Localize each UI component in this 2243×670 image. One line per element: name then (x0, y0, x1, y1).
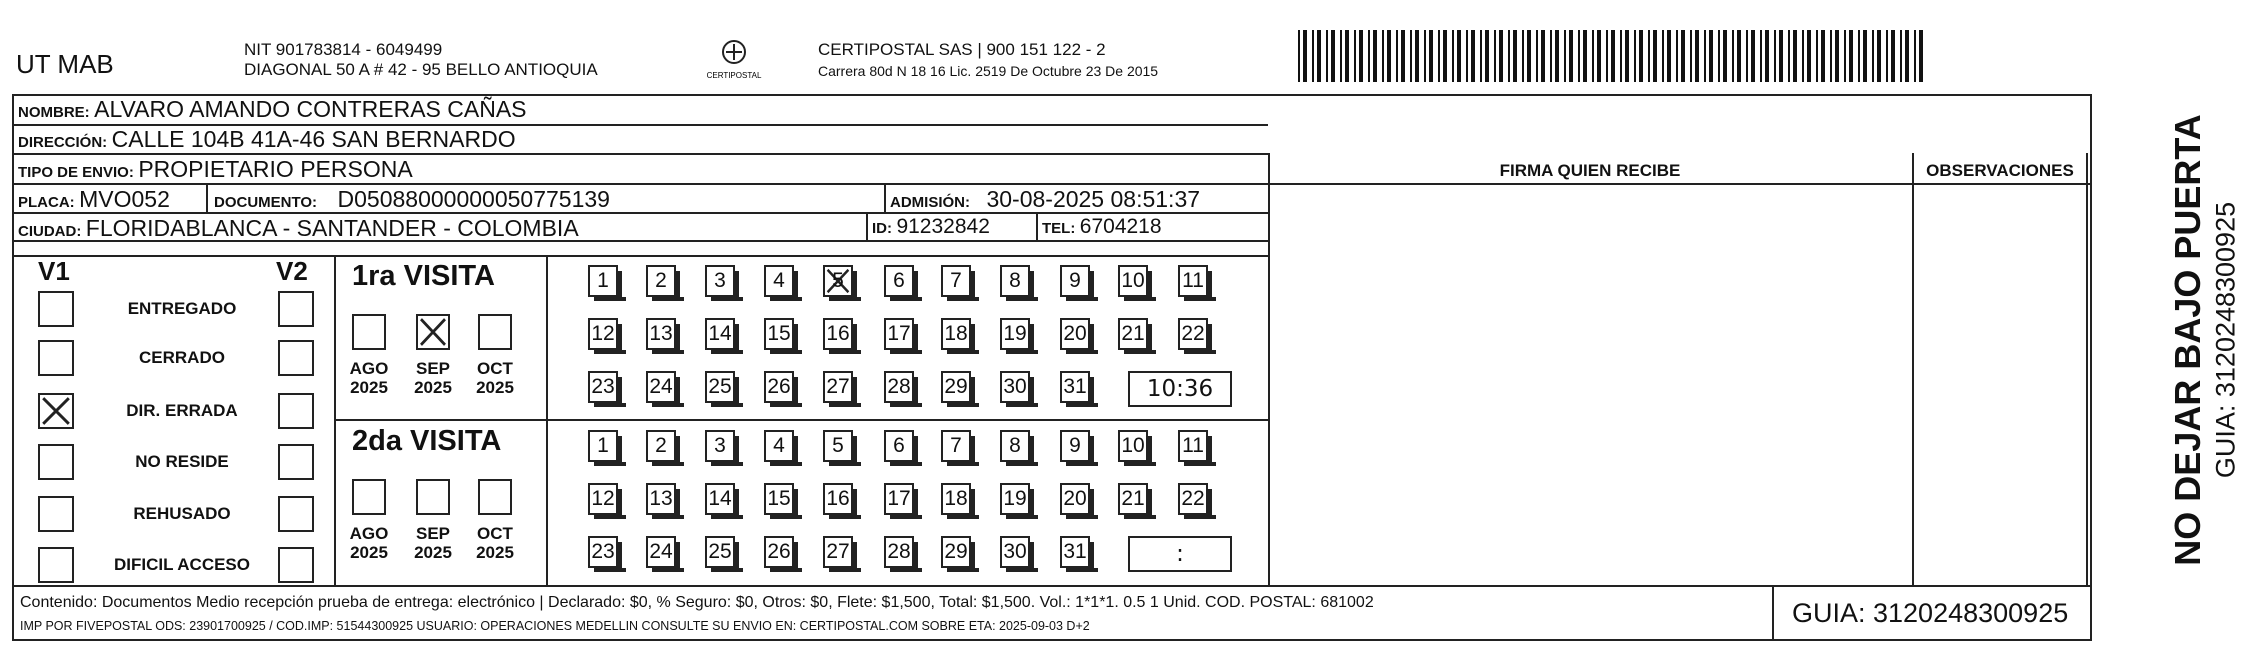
barcode-bar (1611, 30, 1615, 82)
barcode-bar (1676, 30, 1678, 82)
day-box[interactable] (646, 483, 676, 515)
barcode-bar (1466, 30, 1468, 82)
barcode-bar (1821, 30, 1825, 82)
day-number: 23 (591, 540, 615, 563)
day-box[interactable] (823, 483, 853, 515)
day-box[interactable] (1060, 483, 1090, 515)
day-number: 15 (767, 322, 791, 345)
day-box[interactable] (941, 371, 971, 403)
observaciones-label: OBSERVACIONES (1926, 161, 2074, 180)
status-reason-label: NO RESIDE (135, 452, 229, 471)
barcode-bar (1919, 30, 1923, 82)
barcode-bar (1569, 30, 1573, 82)
day-box[interactable] (884, 430, 914, 462)
day-number: 6 (893, 269, 905, 292)
day-number: 20 (1063, 322, 1087, 345)
barcode-bar (1788, 30, 1790, 82)
barcode-bar (1480, 30, 1482, 82)
day-number: 25 (708, 375, 732, 398)
barcode-bar (1368, 30, 1370, 82)
barcode-bar (1760, 30, 1762, 82)
day-number: 2 (655, 434, 667, 457)
barcode-bar (1298, 30, 1300, 82)
day-box[interactable] (941, 536, 971, 568)
barcode-bar (1564, 30, 1566, 82)
day-number: 5 (832, 269, 844, 292)
day-number: 16 (826, 487, 850, 510)
day-box[interactable] (1118, 265, 1148, 297)
day-box[interactable] (1060, 430, 1090, 462)
id-value: 91232842 (896, 215, 990, 238)
admision-value: 30-08-2025 08:51:37 (986, 186, 1201, 212)
day-number: 4 (773, 269, 785, 292)
footer-guia: GUIA: 3120248300925 (1792, 598, 2069, 628)
day-box[interactable] (884, 371, 914, 403)
direccion-row (18, 126, 516, 153)
footer-line-1: Contenido: Documentos Medio recepción prueba de entrega: electrónico | Declarado: $0, % Seguro: $0, Otros: $0, Flete: $1,500, Total: $1,500. Vol.: 1*1*1. 0.5 1 Unid. COD. POSTAL: 681002 (20, 594, 1374, 611)
barcode-bar (1527, 30, 1531, 82)
barcode-bar (1317, 30, 1321, 82)
admision-label: ADMISIÓN: (890, 194, 970, 211)
barcode-bar (1452, 30, 1454, 82)
barcode-bar (1914, 30, 1916, 82)
day-number: 1 (597, 434, 609, 457)
documento-label: DOCUMENTO: (214, 194, 318, 211)
barcode-bar (1723, 30, 1727, 82)
barcode-bar (1816, 30, 1818, 82)
day-box[interactable] (1000, 318, 1030, 350)
day-number: 10 (1121, 269, 1145, 292)
id-label: ID: (872, 220, 892, 237)
status-reason-label: REHUSADO (133, 504, 231, 523)
direccion-value: CALLE 104B 41A-46 SAN BERNARDO (111, 126, 516, 152)
tipo-value: PROPIETARIO PERSONA (138, 156, 413, 182)
barcode-bar (1401, 30, 1405, 82)
day-number: 23 (591, 375, 615, 398)
barcode-bar (1499, 30, 1503, 82)
day-number: 11 (1182, 269, 1204, 292)
barcode-bar (1709, 30, 1713, 82)
day-box[interactable] (1060, 536, 1090, 568)
visit-title: 1ra VISITA (352, 260, 495, 292)
v2-checkbox[interactable] (278, 444, 314, 480)
day-box[interactable] (764, 318, 794, 350)
day-number: 5 (832, 434, 844, 457)
barcode-bar (1807, 30, 1811, 82)
barcode-bar (1471, 30, 1475, 82)
day-number: 30 (1003, 375, 1027, 398)
barcode-bar (1900, 30, 1902, 82)
day-box[interactable] (823, 430, 853, 462)
barcode-bar (1858, 30, 1860, 82)
barcode-bar (1695, 30, 1699, 82)
barcode-bar (1373, 30, 1377, 82)
day-box[interactable] (1000, 430, 1030, 462)
day-box[interactable] (705, 371, 735, 403)
day-number: 14 (708, 322, 732, 345)
barcode-bar (1340, 30, 1342, 82)
day-box[interactable] (1000, 265, 1030, 297)
day-box[interactable] (588, 265, 618, 297)
barcode-bar (1802, 30, 1804, 82)
month-label: SEP 2025 (414, 524, 452, 562)
day-box[interactable] (1178, 265, 1208, 297)
barcode-bar (1681, 30, 1685, 82)
day-number: 30 (1003, 540, 1027, 563)
barcode-bar (1737, 30, 1741, 82)
day-number: 24 (649, 540, 673, 563)
barcode-bar (1634, 30, 1636, 82)
barcode-bar (1751, 30, 1755, 82)
day-box[interactable] (1178, 483, 1208, 515)
status-reason-label: DIR. ERRADA (126, 401, 238, 420)
barcode-bar (1704, 30, 1706, 82)
barcode-bar (1541, 30, 1545, 82)
barcode-bar (1639, 30, 1643, 82)
day-box[interactable] (646, 371, 676, 403)
barcode-bar (1877, 30, 1881, 82)
ciudad-label: CIUDAD: (18, 223, 82, 240)
day-box[interactable] (884, 318, 914, 350)
v2-checkbox[interactable] (278, 393, 314, 429)
tipo-row (18, 156, 413, 183)
month-checkbox[interactable] (352, 314, 386, 350)
v1-checkbox[interactable] (38, 393, 74, 429)
barcode-bar (1863, 30, 1867, 82)
barcode-bar (1718, 30, 1720, 82)
day-box[interactable] (1000, 536, 1030, 568)
firma-label: FIRMA QUIEN RECIBE (1499, 161, 1681, 180)
day-box[interactable] (705, 430, 735, 462)
day-number: 11 (1182, 434, 1204, 457)
barcode-bar (1583, 30, 1587, 82)
day-number: 1 (597, 269, 609, 292)
month-label: OCT 2025 (476, 359, 514, 397)
barcode-bar (1597, 30, 1601, 82)
nombre-label: NOMBRE: (18, 104, 90, 121)
barcode-bar (1891, 30, 1895, 82)
barcode-bar (1438, 30, 1440, 82)
barcode-bar (1886, 30, 1888, 82)
placa-value: MVO052 (79, 186, 170, 212)
visit-title: 2da VISITA (352, 425, 502, 457)
direccion-label: DIRECCIÓN: (18, 134, 108, 151)
ciudad-row (18, 215, 579, 242)
barcode-bar (1606, 30, 1608, 82)
day-number: 19 (1003, 487, 1027, 510)
barcode-bar (1690, 30, 1692, 82)
day-number: 6 (893, 434, 905, 457)
barcode-bar (1312, 30, 1314, 82)
barcode-bar (1765, 30, 1769, 82)
status-reason-label: DIFICIL ACCESO (113, 555, 250, 574)
day-box[interactable] (1118, 483, 1148, 515)
day-number: 26 (767, 375, 791, 398)
barcode-bar (1536, 30, 1538, 82)
day-number: 17 (887, 487, 911, 510)
barcode-bar (1494, 30, 1496, 82)
documento-row (214, 186, 610, 213)
barcode-bar (1667, 30, 1671, 82)
day-box[interactable] (1118, 318, 1148, 350)
day-number: 16 (826, 322, 850, 345)
barcode-bar (1396, 30, 1398, 82)
day-box[interactable] (1178, 318, 1208, 350)
barcode (1298, 30, 1932, 82)
barcode-bar (1578, 30, 1580, 82)
day-number: 9 (1069, 434, 1081, 457)
day-box[interactable] (764, 371, 794, 403)
barcode-bar (1779, 30, 1783, 82)
day-number: 3 (714, 269, 726, 292)
barcode-bar (1354, 30, 1356, 82)
v2-checkbox[interactable] (278, 291, 314, 327)
barcode-bar (1457, 30, 1461, 82)
day-box[interactable] (1060, 318, 1090, 350)
day-box[interactable] (941, 430, 971, 462)
certipostal-logo (706, 38, 762, 84)
documento-value: D05088000000050775139 (337, 186, 610, 212)
day-number: 18 (944, 322, 968, 345)
day-number: 21 (1121, 322, 1145, 345)
month-checkbox[interactable] (416, 314, 450, 350)
barcode-bar (1382, 30, 1384, 82)
day-box[interactable] (823, 265, 853, 297)
day-box[interactable] (764, 430, 794, 462)
tel-value: 6704218 (1079, 215, 1162, 238)
barcode-bar (1905, 30, 1909, 82)
day-number: 7 (950, 434, 962, 457)
day-number: 20 (1063, 487, 1087, 510)
v2-checkbox[interactable] (278, 496, 314, 532)
barcode-bar (1415, 30, 1419, 82)
day-number: 18 (944, 487, 968, 510)
day-number: 13 (649, 487, 673, 510)
day-box[interactable] (588, 536, 618, 568)
nombre-row (18, 96, 527, 123)
day-box[interactable] (588, 318, 618, 350)
placa-row (18, 186, 170, 213)
month-checkbox[interactable] (478, 479, 512, 515)
side-guia: GUIA: 3120248300925 (2210, 201, 2241, 479)
day-number: 2 (655, 269, 667, 292)
day-box[interactable] (764, 536, 794, 568)
nombre-value: ALVARO AMANDO CONTRERAS CAÑAS (94, 96, 527, 122)
barcode-bar (1345, 30, 1349, 82)
day-box[interactable] (823, 536, 853, 568)
day-box[interactable] (823, 371, 853, 403)
day-number: 14 (708, 487, 732, 510)
tel-row (1042, 215, 1162, 239)
day-number: 26 (767, 540, 791, 563)
month-checkbox[interactable] (352, 479, 386, 515)
barcode-bar (1550, 30, 1552, 82)
barcode-bar (1835, 30, 1839, 82)
barcode-bar (1410, 30, 1412, 82)
company-nit: NIT 901783814 - 6049499 (244, 40, 443, 59)
day-box[interactable] (588, 430, 618, 462)
month-label: AGO 2025 (349, 359, 389, 397)
id-row (872, 215, 990, 239)
barcode-bar (1662, 30, 1664, 82)
logo-text: CERTIPOSTAL (706, 71, 762, 80)
barcode-bar (1746, 30, 1748, 82)
day-box[interactable] (705, 483, 735, 515)
day-number: 19 (1003, 322, 1027, 345)
day-number: 31 (1063, 540, 1087, 563)
v1-checkbox[interactable] (38, 291, 74, 327)
day-box[interactable] (1000, 371, 1030, 403)
day-number: 27 (826, 540, 850, 563)
tipo-label: TIPO DE ENVIO: (18, 164, 134, 181)
barcode-bar (1522, 30, 1524, 82)
day-number: 28 (887, 540, 911, 563)
time-field[interactable]: 10:36 (1128, 371, 1232, 407)
day-number: 3 (714, 434, 726, 457)
day-number: 12 (591, 487, 615, 510)
day-number: 8 (1009, 269, 1021, 292)
barcode-bar (1485, 30, 1489, 82)
day-box[interactable] (588, 483, 618, 515)
carrier-name: CERTIPOSTAL SAS | 900 151 122 - 2 (818, 40, 1106, 59)
company-name: UT MAB (16, 49, 114, 79)
barcode-bar (1429, 30, 1433, 82)
barcode-bar (1849, 30, 1853, 82)
barcode-bar (1844, 30, 1846, 82)
day-number: 22 (1181, 487, 1205, 510)
day-box[interactable] (764, 483, 794, 515)
barcode-bar (1872, 30, 1874, 82)
barcode-bar (1620, 30, 1622, 82)
v2-checkbox[interactable] (278, 340, 314, 376)
day-number: 15 (767, 487, 791, 510)
barcode-bar (1555, 30, 1559, 82)
barcode-bar (1387, 30, 1391, 82)
day-box[interactable] (646, 536, 676, 568)
day-number: 7 (950, 269, 962, 292)
day-number: 29 (944, 375, 968, 398)
v1-checkbox[interactable] (38, 340, 74, 376)
barcode-bar (1326, 30, 1328, 82)
v1-label: V1 (38, 256, 70, 286)
check-x-icon (40, 395, 72, 427)
placa-label: PLACA: (18, 194, 75, 211)
month-label: SEP 2025 (414, 359, 452, 397)
day-box[interactable] (884, 265, 914, 297)
barcode-bar (1303, 30, 1307, 82)
day-box[interactable] (1118, 430, 1148, 462)
day-box[interactable] (884, 483, 914, 515)
barcode-bar (1732, 30, 1734, 82)
day-number: 17 (887, 322, 911, 345)
day-box[interactable] (941, 265, 971, 297)
day-box[interactable] (1178, 430, 1208, 462)
day-number: 9 (1069, 269, 1081, 292)
month-label: OCT 2025 (476, 524, 514, 562)
day-box[interactable] (646, 318, 676, 350)
company-address: DIAGONAL 50 A # 42 - 95 BELLO ANTIOQUIA (244, 60, 598, 79)
day-box[interactable] (1060, 265, 1090, 297)
day-number: 28 (887, 375, 911, 398)
barcode-bar (1513, 30, 1517, 82)
barcode-bar (1793, 30, 1797, 82)
day-box[interactable] (646, 430, 676, 462)
check-x-icon (418, 316, 448, 348)
day-box[interactable] (823, 318, 853, 350)
barcode-bar (1830, 30, 1832, 82)
day-number: 12 (591, 322, 615, 345)
day-box[interactable] (941, 318, 971, 350)
v2-checkbox[interactable] (278, 547, 314, 583)
status-reason-label: CERRADO (139, 348, 225, 367)
barcode-bar (1774, 30, 1776, 82)
barcode-bar (1424, 30, 1426, 82)
day-box[interactable] (705, 318, 735, 350)
barcode-bar (1508, 30, 1510, 82)
v1-checkbox[interactable] (38, 496, 74, 532)
day-number: 8 (1009, 434, 1021, 457)
day-number: 21 (1121, 487, 1145, 510)
carrier-license: Carrera 80d N 18 16 Lic. 2519 De Octubre 23 De 2015 (818, 63, 1159, 79)
side-warning: NO DEJAR BAJO PUERTA (2167, 114, 2208, 566)
day-number: 25 (708, 540, 732, 563)
day-box[interactable] (941, 483, 971, 515)
day-number: 29 (944, 540, 968, 563)
footer-line-2: IMP POR FIVEPOSTAL ODS: 23901700925 / COD.IMP: 51544300925 USUARIO: OPERACIONES MEDELLIN CONSULTE SU ENVIO EN: CERTIPOSTAL.COM SOBRE ETA: 2025-09-03 D+2 (20, 619, 1090, 633)
day-box[interactable] (1000, 483, 1030, 515)
day-box[interactable] (764, 265, 794, 297)
day-box[interactable] (646, 265, 676, 297)
barcode-bar (1592, 30, 1594, 82)
month-checkbox[interactable] (416, 479, 450, 515)
v2-label: V2 (276, 256, 308, 286)
barcode-bar (1648, 30, 1650, 82)
barcode-bar (1653, 30, 1657, 82)
barcode-bar (1331, 30, 1335, 82)
month-checkbox[interactable] (478, 314, 512, 350)
admision-row (890, 186, 1200, 213)
day-number: 4 (773, 434, 785, 457)
day-box[interactable] (705, 536, 735, 568)
day-box[interactable] (1060, 371, 1090, 403)
v1-checkbox[interactable] (38, 444, 74, 480)
day-number: 31 (1063, 375, 1087, 398)
day-number: 10 (1121, 434, 1145, 457)
barcode-bar (1443, 30, 1447, 82)
day-number: 22 (1181, 322, 1205, 345)
day-box[interactable] (588, 371, 618, 403)
ciudad-value: FLORIDABLANCA - SANTANDER - COLOMBIA (85, 215, 579, 241)
day-number: 24 (649, 375, 673, 398)
day-box[interactable] (705, 265, 735, 297)
barcode-bar (1625, 30, 1629, 82)
status-reason-label: ENTREGADO (127, 299, 237, 318)
month-label: AGO 2025 (349, 524, 389, 562)
time-field[interactable]: : (1128, 536, 1232, 572)
v1-checkbox[interactable] (38, 547, 74, 583)
day-number: 27 (826, 375, 850, 398)
day-box[interactable] (884, 536, 914, 568)
barcode-bar (1359, 30, 1363, 82)
tel-label: TEL: (1042, 220, 1076, 237)
day-number: 13 (649, 322, 673, 345)
